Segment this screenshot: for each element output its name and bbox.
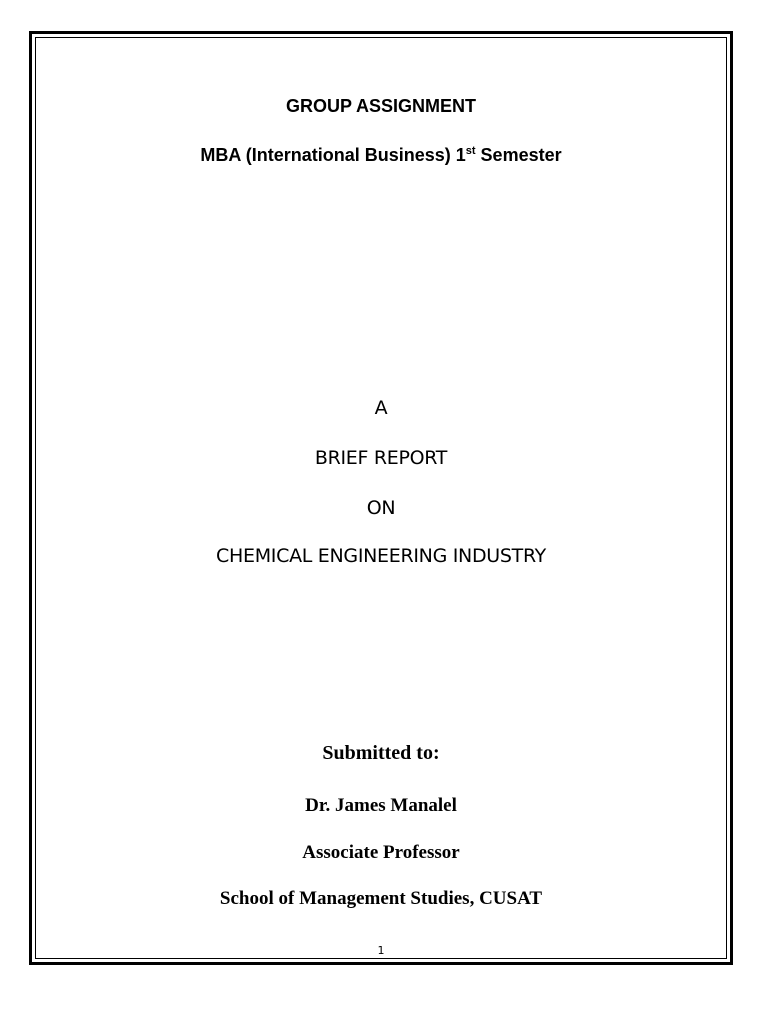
submitted-to-label: Submitted to: [322, 742, 440, 764]
program-line [35, 145, 727, 166]
submitted-to-designation: Associate Professor [302, 842, 460, 863]
report-title-line-4: CHEMICAL ENGINEERING INDUSTRY [216, 545, 546, 567]
ordinal-suffix: st [465, 145, 476, 157]
report-title-line-1: A [374, 397, 388, 419]
report-title-line-3: ON [366, 497, 396, 519]
submitted-to-name: Dr. James Manalel [305, 795, 457, 816]
page-number: 1 [377, 944, 385, 957]
report-title-line-2: BRIEF REPORT [314, 447, 448, 469]
assignment-title: GROUP ASSIGNMENT [285, 96, 477, 116]
semester-word: Semester [475, 145, 562, 165]
submitted-to-institution: School of Management Studies, CUSAT [219, 888, 543, 909]
program-name: MBA (International Business) 1 [200, 145, 466, 165]
